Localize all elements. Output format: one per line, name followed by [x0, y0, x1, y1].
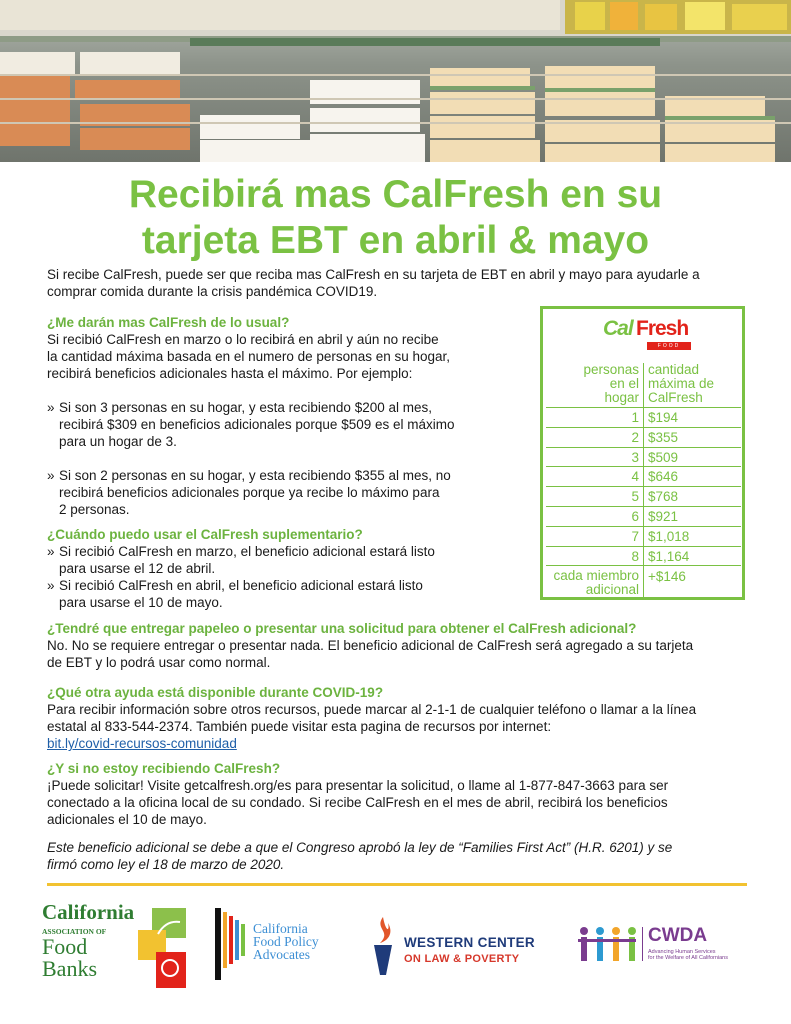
- logo-fresh-text: Fresh: [636, 317, 689, 340]
- table-row: [546, 408, 741, 428]
- resources-link[interactable]: bit.ly/covid-recursos-comunidad: [47, 736, 237, 751]
- logo-text-banks: Banks: [42, 956, 97, 981]
- table-row: [546, 527, 741, 547]
- header-persons: [546, 363, 644, 407]
- table-header: [546, 363, 741, 408]
- title-line-1: Recibirá mas CalFresh en su: [128, 173, 663, 216]
- amount-cell: $509: [644, 448, 741, 468]
- amount-cell: $921: [644, 507, 741, 527]
- persons-cell: 3: [546, 448, 644, 468]
- label-text: cada miembro: [553, 568, 639, 584]
- bullet-mark: »: [47, 544, 55, 559]
- persons-cell: 5: [546, 487, 644, 507]
- logo-text-food: Food: [42, 934, 88, 959]
- table-row: [546, 428, 741, 448]
- logo-cal-text: Cal: [603, 317, 633, 340]
- logo-text: WESTERN CENTER: [404, 935, 535, 950]
- table-row-extra-member: [546, 566, 741, 597]
- text-line: recibirá beneficios adicionales porque ya recibe lo máximo para: [59, 485, 440, 500]
- bullet-mark: »: [47, 400, 55, 415]
- logo-text: [253, 922, 319, 961]
- text-line: para usarse el 12 de abril.: [59, 561, 216, 576]
- table-row: [546, 547, 741, 567]
- left-column: [47, 314, 507, 611]
- logo-text-line: California: [253, 921, 308, 936]
- text-line: Si recibió CalFresh en marzo o lo recibirá en abril y aún no recibe: [47, 332, 439, 347]
- section-not-receiving: [47, 760, 747, 828]
- logo-food-bar: FOOD: [647, 342, 691, 350]
- header-text: CalFresh: [648, 390, 703, 405]
- question-heading: ¿Y si no estoy recibiendo CalFresh?: [47, 761, 281, 776]
- extra-member-amount: +$146: [648, 569, 686, 585]
- western-center-on-law-poverty-logo: [368, 915, 553, 980]
- logo-text: CWDA: [648, 925, 708, 946]
- persons-cell: 6: [546, 507, 644, 527]
- footnote: [47, 839, 747, 873]
- question-heading: ¿Cuándo puedo usar el CalFresh suplementario?: [47, 527, 363, 542]
- logo-text: ASSOCIATION OF: [42, 927, 107, 936]
- text-line: Para recibir información sobre otros recursos, puede marcar al 2-1-1 de cualquier teléfono o llamar a la línea: [47, 702, 697, 717]
- cwda-logo: [576, 925, 751, 970]
- extra-member-label: [546, 566, 644, 597]
- food-banks-blocks-icon: [138, 908, 188, 990]
- calfresh-logo: [603, 317, 693, 351]
- table-row: [546, 448, 741, 468]
- logo-text-line: Food Policy: [253, 934, 319, 949]
- section-paragraph: [47, 331, 507, 382]
- amount-cell: $355: [644, 428, 741, 448]
- persons-cell: 8: [546, 547, 644, 567]
- label-text: adicional: [585, 582, 639, 598]
- text-line: recibirá beneficios adicionales hasta el máximo. Por ejemplo:: [47, 366, 413, 381]
- question-heading: ¿Me darán mas CalFresh de lo usual?: [47, 315, 290, 330]
- persons-cell: 4: [546, 467, 644, 487]
- text-line: adicionales el 10 de mayo.: [47, 812, 207, 827]
- egg-shelves-illustration: [0, 0, 791, 162]
- footnote-line: Este beneficio adicional se debe a que el Congreso aprobó la ley de “Families First Act” (H.R. 6201) y se: [47, 840, 673, 855]
- bullet-mark: »: [47, 468, 55, 483]
- text-line: Si recibió CalFresh en marzo, el beneficio adicional estará listo: [59, 544, 435, 559]
- text-line: estatal al 833-544-2374. También puede visitar esta pagina de recursos por internet:: [47, 719, 552, 734]
- list-item: [47, 543, 507, 577]
- header-text: hogar: [604, 390, 639, 405]
- text-line: ¡Puede solicitar! Visite getcalfresh.org/es para presentar la solicitud, o llame al 1-877-847-3663 para ser: [47, 778, 669, 793]
- persons-cell: 2: [546, 428, 644, 448]
- logo-subtext: [648, 949, 758, 961]
- amount-cell: $1,164: [644, 547, 741, 567]
- persons-cell: 7: [546, 527, 644, 547]
- header-max-amount: [644, 363, 714, 407]
- logo-text-line: Advocates: [253, 947, 310, 962]
- california-food-policy-advocates-logo: [215, 908, 355, 980]
- text-line: No. No se requiere entregar o presentar nada. El beneficio adicional de CalFresh será agregado a su tarjeta: [47, 638, 694, 653]
- persons-cell: 1: [546, 408, 644, 428]
- question-heading: ¿Tendré que entregar papeleo o presentar una solicitud para obtener el CalFresh adicional?: [47, 621, 637, 636]
- question-heading: ¿Qué otra ayuda está disponible durante COVID-19?: [47, 685, 384, 700]
- text-line: para usarse el 10 de mayo.: [59, 595, 223, 610]
- table-row: [546, 467, 741, 487]
- header-text: cantidad: [648, 362, 700, 377]
- intro-line: comprar comida durante la crisis pandémica COVID19.: [47, 284, 378, 299]
- text-line: recibirá $309 en beneficios adicionales porque $509 es el máximo: [59, 417, 455, 432]
- header-text: personas: [583, 362, 639, 377]
- text-line: para un hogar de 3.: [59, 434, 177, 449]
- table-row: [546, 487, 741, 507]
- header-text: máxima de: [648, 376, 715, 391]
- header-text: en el: [609, 376, 639, 391]
- amount-cell: $646: [644, 467, 741, 487]
- text-line: de EBT y lo podrá usar como normal.: [47, 655, 271, 670]
- footnote-line: firmó como ley el 18 de marzo de 2020.: [47, 857, 285, 872]
- logo-text: ON LAW & POVERTY: [404, 953, 520, 965]
- torch-icon: [368, 915, 398, 977]
- logo-subtext-line: Advancing Human Services: [648, 949, 716, 955]
- logo-subtext-line: for the Welfare of All Californians: [648, 955, 728, 961]
- logo-separator: [642, 927, 643, 961]
- amount-cell: $1,018: [644, 527, 741, 547]
- section-other-help: [47, 684, 747, 752]
- text-line: Si recibió CalFresh en abril, el beneficio adicional estará listo: [59, 578, 423, 593]
- logo-text: [42, 936, 97, 980]
- bullet-mark: »: [47, 578, 55, 593]
- logo-text: California: [42, 900, 135, 924]
- section-paperwork: [47, 620, 747, 671]
- list-item: [47, 399, 507, 450]
- california-association-of-food-banks-logo: [42, 900, 187, 992]
- text-line: conectado a la oficina local de su condado. Si recibe CalFresh en el mes de abril, recibirá los beneficios: [47, 795, 668, 810]
- people-icon: [576, 925, 638, 965]
- intro-paragraph: [47, 266, 747, 300]
- text-line: 2 personas.: [59, 502, 130, 517]
- page-title: [0, 172, 791, 264]
- cfpa-stripes-icon: [215, 908, 251, 980]
- divider-rule: [47, 883, 747, 886]
- amount-cell: $194: [644, 408, 741, 428]
- calfresh-max-table-box: [540, 306, 745, 600]
- list-item: [47, 577, 507, 611]
- text-line: Si son 2 personas en su hogar, y esta recibiendo $355 al mes, no: [59, 468, 451, 483]
- table-row: [546, 507, 741, 527]
- intro-line: Si recibe CalFresh, puede ser que reciba mas CalFresh en su tarjeta de EBT en abril y mayo para ayudarle a: [47, 267, 700, 282]
- list-item: [47, 467, 507, 518]
- hero-photo: [0, 0, 791, 162]
- amount-cell: $768: [644, 487, 741, 507]
- text-line: Si son 3 personas en su hogar, y esta recibiendo $200 al mes,: [59, 400, 432, 415]
- title-line-2: tarjeta EBT en abril & mayo: [141, 219, 650, 262]
- text-line: la cantidad máxima basada en el numero de personas en su hogar,: [47, 349, 451, 364]
- calfresh-table: [546, 363, 741, 597]
